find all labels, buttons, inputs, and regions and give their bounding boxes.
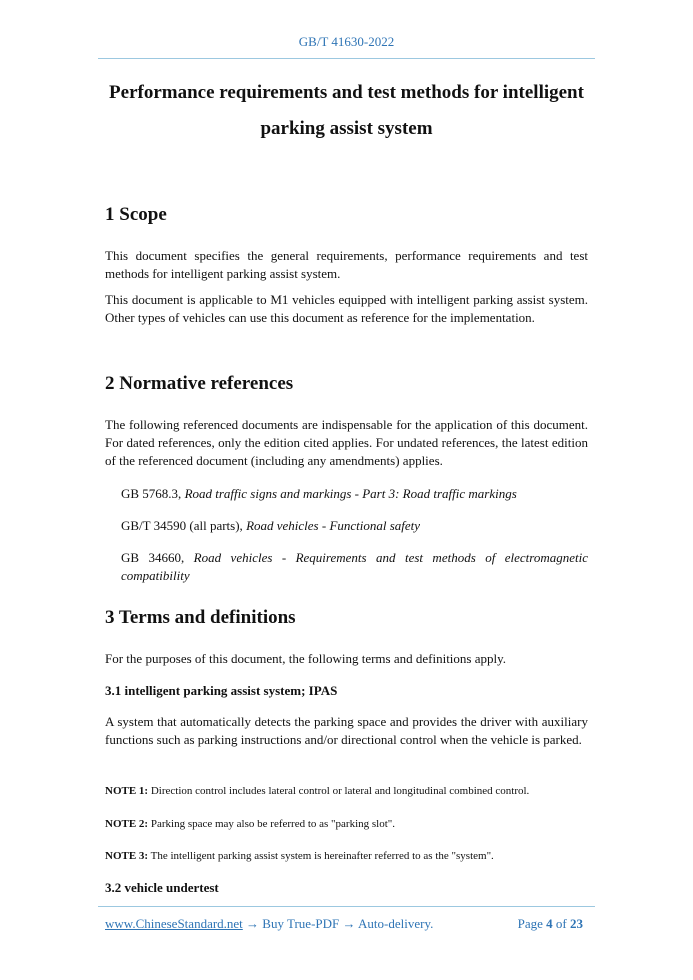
- term-heading: 3.1 intelligent parking assist system; IPAS: [105, 683, 338, 698]
- of-label: of: [552, 916, 570, 931]
- paragraph: For the purposes of this document, the following terms and definitions apply.: [105, 651, 507, 666]
- note-label: NOTE 1:: [105, 785, 149, 797]
- paragraph: This document specifies the general requirements, performance requirements and test methods for intelligent parking assist system.: [105, 248, 588, 281]
- note: [105, 818, 395, 830]
- website-link[interactable]: www.ChineseStandard.net: [105, 916, 243, 931]
- reference-item: [121, 485, 588, 503]
- header-rule: [98, 58, 595, 59]
- reference-code: GB 34660,: [121, 550, 194, 565]
- page-label: Page: [517, 916, 547, 931]
- footer-links: [105, 916, 433, 932]
- term-definition: A system that automatically detects the parking space and provides the driver with auxiliary functions such as parking instructions and/or directional control when the vehicle is parked.: [105, 714, 588, 747]
- note-text: The intelligent parking assist system is hereinafter referred to as the "system".: [148, 850, 494, 862]
- section-heading-terms: 3 Terms and definitions: [105, 607, 296, 628]
- auto-delivery-text: Auto-delivery.: [355, 916, 434, 931]
- arrow-icon: →: [342, 916, 356, 931]
- page-number: 4: [546, 916, 553, 931]
- section-heading-scope: 1 Scope: [105, 204, 167, 225]
- note: [105, 850, 494, 862]
- section-heading-normative: 2 Normative references: [105, 373, 294, 394]
- reference-code: GB 5768.3,: [121, 486, 185, 501]
- note-text: Parking space may also be referred to as "parking slot".: [148, 818, 396, 830]
- reference-item: [121, 549, 588, 585]
- note-text: Direction control includes lateral control or lateral and longitudinal combined control.: [148, 785, 530, 797]
- footer-rule: [98, 906, 595, 907]
- note: [105, 785, 529, 797]
- total-pages: 23: [570, 916, 583, 931]
- note-label: NOTE 2:: [105, 818, 149, 830]
- reference-title: Road vehicles - Functional safety: [246, 518, 421, 533]
- reference-item: [121, 517, 588, 535]
- note-label: NOTE 3:: [105, 850, 149, 862]
- reference-title: Road traffic signs and markings - Part 3: Road traffic markings: [184, 486, 517, 501]
- reference-code: GB/T 34590 (all parts),: [121, 518, 247, 533]
- document-title: Performance requirements and test methods for intelligent parking assist system: [109, 82, 584, 139]
- reference-title: Road vehicles - Requirements and test methods of electromagnetic compatibility: [121, 550, 588, 583]
- term-heading: 3.2 vehicle undertest: [105, 880, 219, 895]
- arrow-icon: →: [246, 916, 260, 931]
- header-doc-number: GB/T 41630-2022: [298, 34, 395, 49]
- paragraph: The following referenced documents are indispensable for the application of this document. For dated references, only the edition cited applies. For undated references, the latest edition of the referenced document (including any amendments) applies.: [105, 417, 588, 468]
- paragraph: This document is applicable to M1 vehicles equipped with intelligent parking assist system. Other types of vehicles can use this document as reference for the implementation.: [105, 292, 588, 325]
- page-indicator: [518, 916, 583, 932]
- buy-text: Buy True-PDF: [259, 916, 343, 931]
